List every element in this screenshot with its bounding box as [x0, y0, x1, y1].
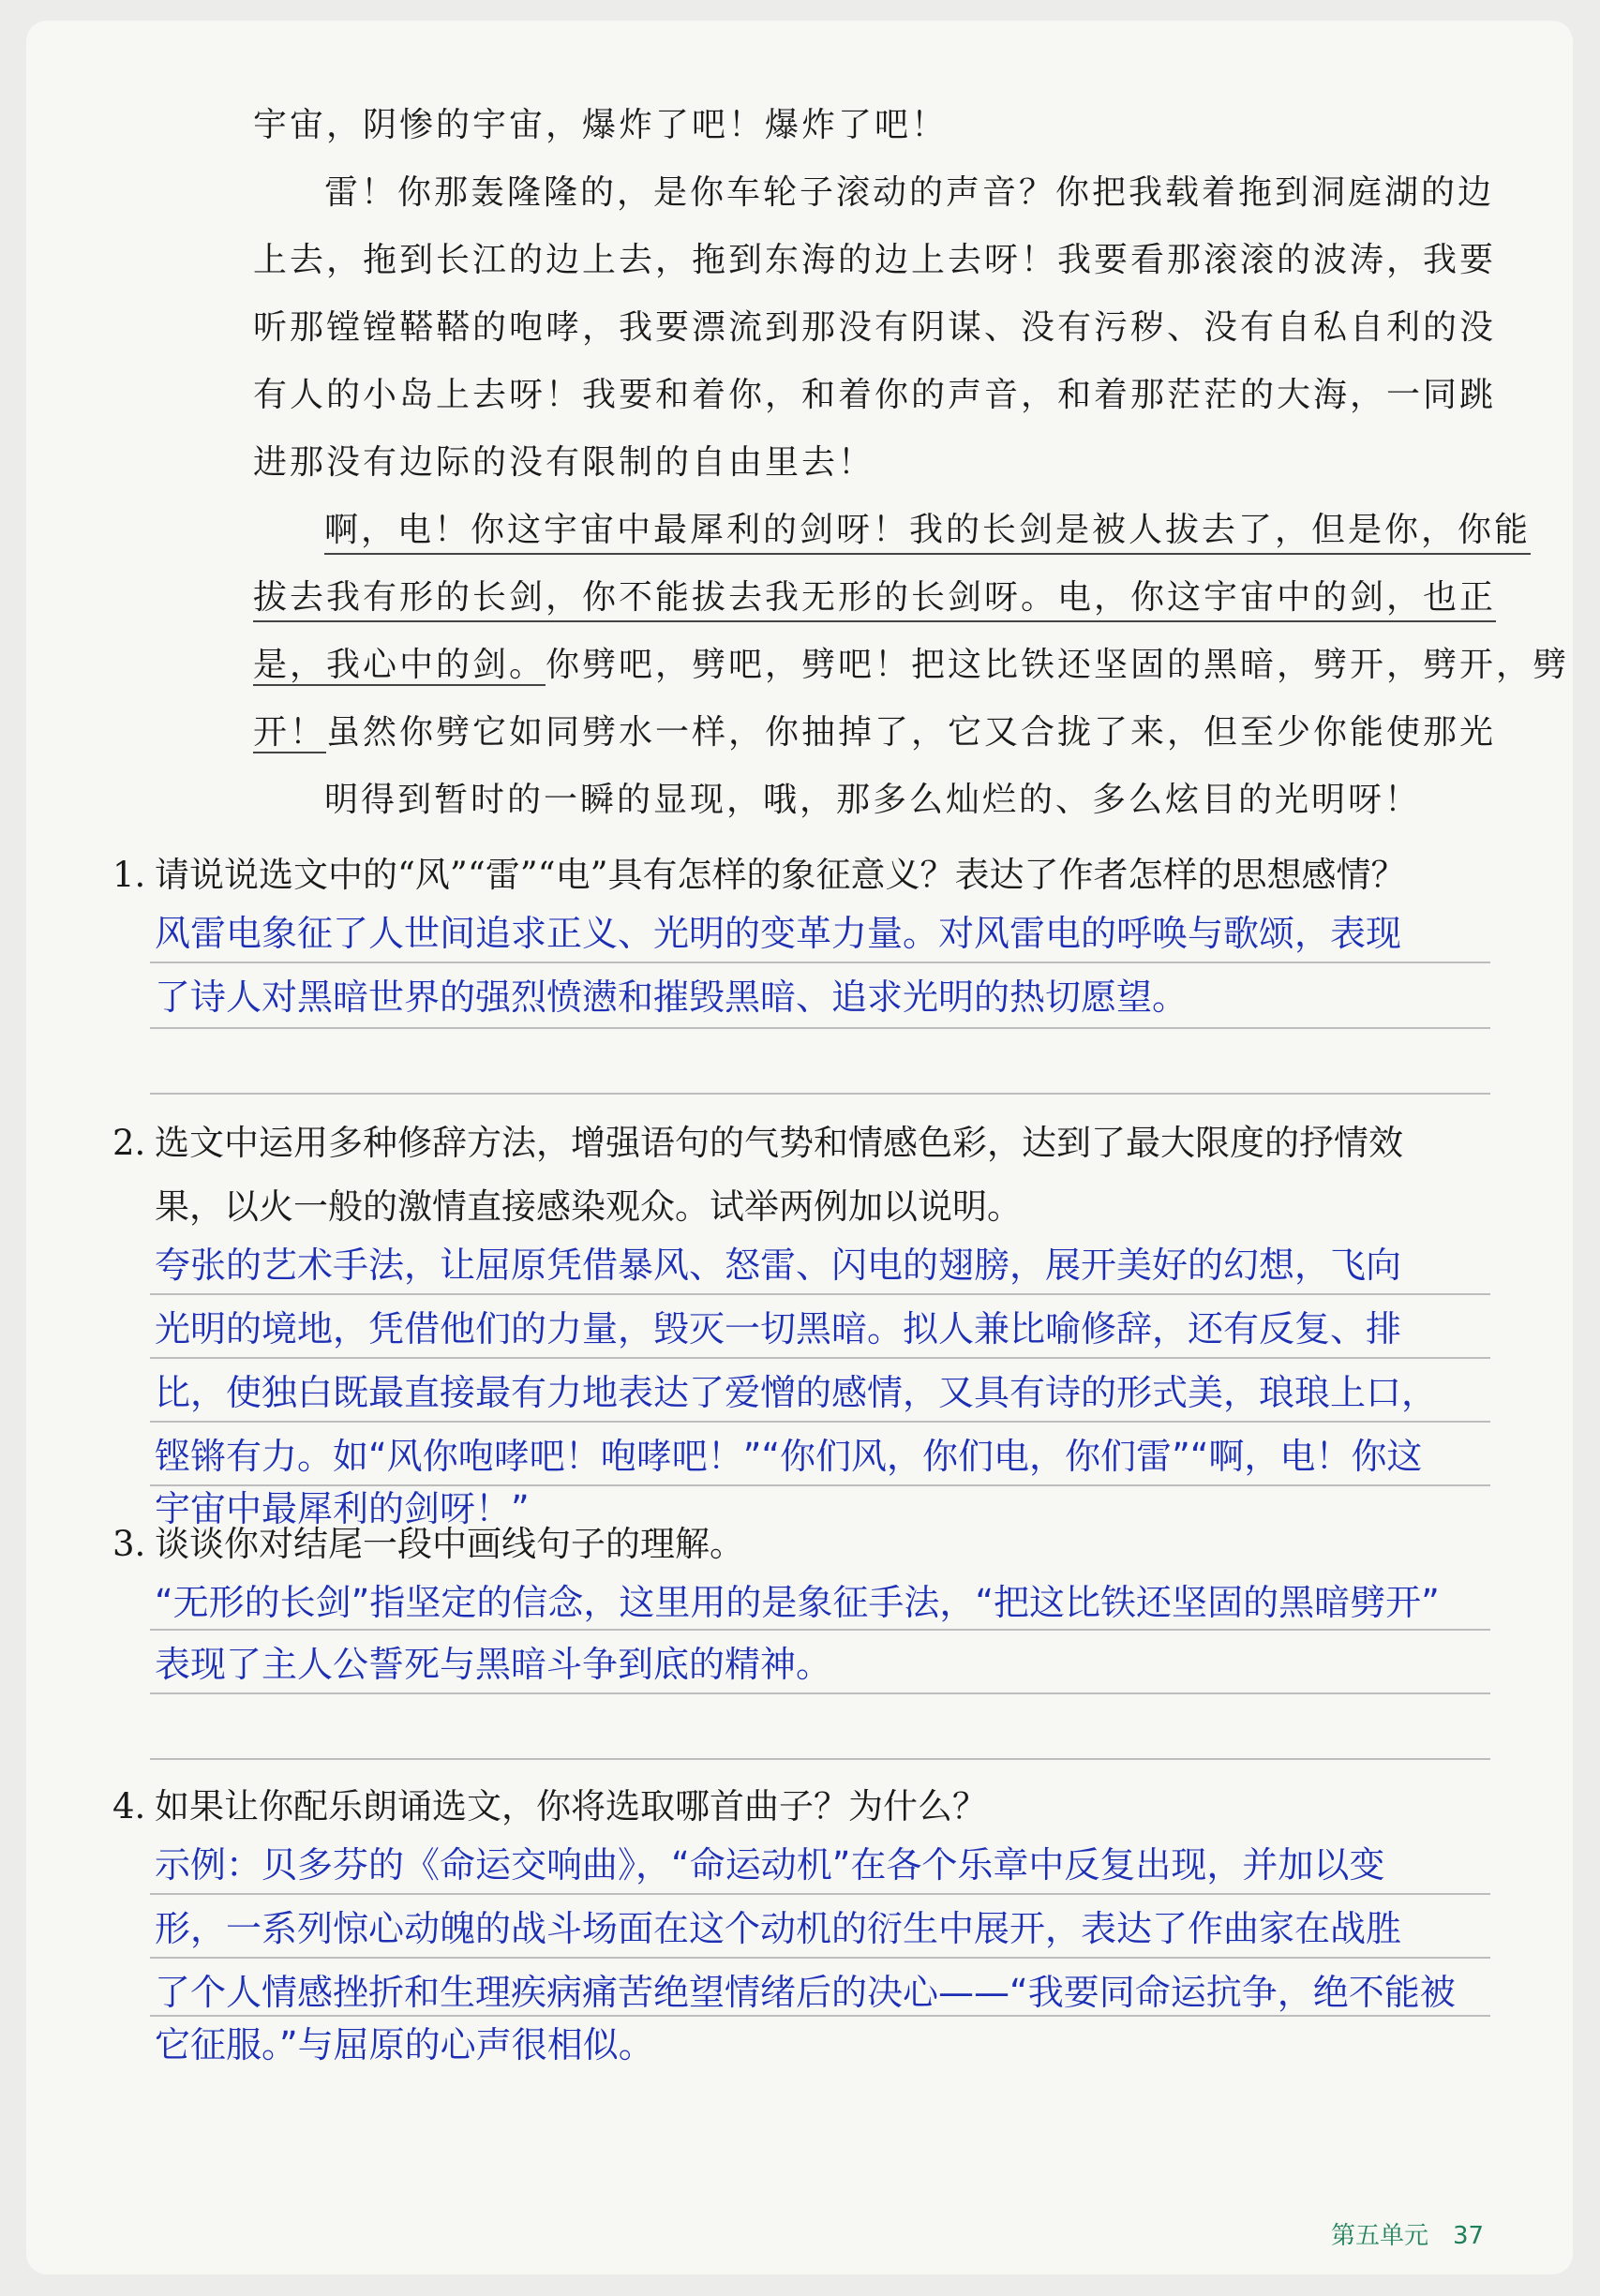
answer-rule	[150, 1893, 1490, 1895]
answer-rule	[150, 1629, 1490, 1631]
answer-line: 示例：贝多芬的《命运交响曲》，“命运动机”在各个乐章中反复出现，并加以变	[155, 1844, 1385, 1886]
answer-line: 了个人情感挫折和生理疾病痛苦绝望情绪后的决心——“我要同命运抗争，绝不能被	[155, 1972, 1456, 2013]
answer-line: 铿锵有力。如“风你咆哮吧！咆哮吧！”“你们风，你们电，你们雷”“啊，电！你这	[155, 1436, 1423, 1477]
answer-rule	[150, 1421, 1490, 1423]
answer-line: “无形的长剑”指坚定的信念，这里用的是象征手法，“把这比铁还坚固的黑暗劈开”	[155, 1582, 1440, 1623]
answer-line: 了诗人对黑暗世界的强烈愤懑和摧毁黑暗、追求光明的热切愿望。	[155, 977, 1189, 1018]
question-text: 果，以火一般的激情直接感染观众。试举两例加以说明。	[155, 1186, 1022, 1227]
answer-line: 比，使独白既最直接最有力地表达了爱憎的感情，又具有诗的形式美，琅琅上口，	[155, 1372, 1438, 1413]
passage-line: 上去，拖到长江的边上去，拖到东海的边上去呀！我要看那滚滚的波涛，我要	[253, 241, 1497, 279]
answer-rule	[150, 2015, 1490, 2017]
answer-line: 风雷电象征了人世间追求正义、光明的变革力量。对风雷电的呼唤与歌颂，表现	[155, 913, 1402, 954]
passage-line: 雷！你那轰隆隆的，是你车轮子滚动的声音？你把我载着拖到洞庭湖的边	[324, 173, 1495, 212]
question-text: 谈谈你对结尾一段中画线句子的理解。	[155, 1524, 744, 1564]
passage-line: 进那没有边际的没有限制的自由里去！	[253, 443, 875, 482]
answer-line: 宇宙中最犀利的剑呀！”	[155, 1488, 530, 1529]
answer-rule	[150, 1692, 1490, 1694]
underlined-sentence: 是，我心中的剑。	[253, 646, 546, 684]
answer-line: 它征服。”与屈原的心声很相似。	[155, 2024, 654, 2065]
answer-line: 表现了主人公誓死与黑暗斗争到底的精神。	[155, 1644, 832, 1685]
passage-text: 你劈吧，劈吧，劈吧！把这比铁还坚固的黑暗，劈开，劈开，劈	[546, 646, 1570, 684]
question-text: 如果让你配乐朗诵选文，你将选取哪首曲子？为什么？	[155, 1786, 987, 1826]
page-footer	[1331, 2216, 1508, 2251]
question-number: 3.	[112, 1524, 146, 1564]
answer-rule	[150, 1357, 1490, 1359]
unit-label: 第五单元	[1331, 2222, 1429, 2250]
question-number: 4.	[112, 1786, 146, 1826]
passage-line: 宇宙，阴惨的宇宙，爆炸了吧！爆炸了吧！	[253, 106, 949, 144]
passage-line-underlined: 啊，电！你这宇宙中最犀利的剑呀！我的长剑是被人拔去了，但是你，你能	[324, 508, 1531, 555]
passage-line: 听那镗镗鞳鞳的咆哮，我要漂流到那没有阴谋、没有污秽、没有自私自利的没	[253, 308, 1497, 347]
answer-rule	[150, 1293, 1490, 1295]
underlined-sentence: 开！	[253, 713, 327, 752]
passage-line-underlined: 拔去我有形的长剑，你不能拔去我无形的长剑呀。电，你这宇宙中的剑，也正	[253, 575, 1496, 622]
answer-rule	[150, 1027, 1490, 1029]
passage-text: 虽然你劈它如同劈水一样，你抽掉了，它又合拢了来，但至少你能使那光	[326, 713, 1497, 752]
page-number: 37	[1453, 2222, 1485, 2250]
question-text: 选文中运用多种修辞方法，增强语句的气势和情感色彩，达到了最大限度的抒情效	[155, 1123, 1403, 1163]
answer-rule	[150, 962, 1490, 963]
passage-line-mixed	[253, 710, 1496, 755]
question-text: 请说说选文中的“风”“雷”“电”具有怎样的象征意义？表达了作者怎样的思想感情？	[155, 855, 1406, 895]
passage-line: 明得到暂时的一瞬的显现，哦，那多么灿烂的、多么炫目的光明呀！	[324, 781, 1422, 819]
answer-line: 光明的境地，凭借他们的力量，毁灭一切黑暗。拟人兼比喻修辞，还有反复、排	[155, 1308, 1402, 1349]
answer-rule	[150, 1758, 1490, 1760]
question-number: 2.	[112, 1123, 146, 1163]
question-number: 1.	[112, 855, 146, 895]
answer-rule	[150, 1957, 1490, 1959]
passage-line-mixed	[253, 643, 1569, 688]
answer-rule	[150, 1093, 1490, 1095]
passage-line: 有人的小岛上去呀！我要和着你，和着你的声音，和着那茫茫的大海，一同跳	[253, 376, 1497, 414]
answer-line: 形，一系列惊心动魄的战斗场面在这个动机的衍生中展开，表达了作曲家在战胜	[155, 1908, 1402, 1949]
answer-line: 夸张的艺术手法，让屈原凭借暴风、怒雷、闪电的翅膀，展开美好的幻想，飞向	[155, 1245, 1402, 1286]
